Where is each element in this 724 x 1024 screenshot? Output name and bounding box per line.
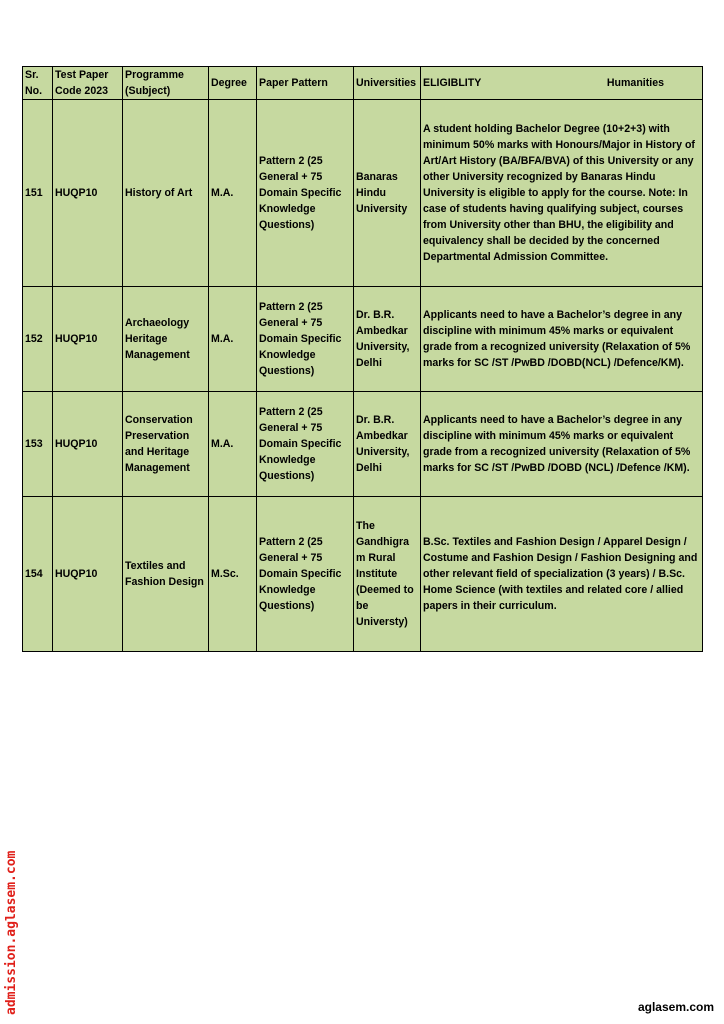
cell-pattern: Pattern 2 (25 General + 75 Domain Specific Knowledge Questions)	[257, 100, 354, 287]
header-eligibility: ELIGIBLITY	[423, 77, 482, 89]
table-header-row	[23, 67, 703, 100]
cell-programme: History of Art	[123, 100, 209, 287]
cell-university: Banaras Hindu University	[354, 100, 421, 287]
header-code: Test Paper Code 2023	[53, 67, 123, 100]
cell-sr: 151	[23, 100, 53, 287]
header-programme: Programme (Subject)	[123, 67, 209, 100]
cell-university: The Gandhigram Rural Institute (Deemed to be Universty)	[354, 497, 421, 652]
watermark: admission.aglasem.com	[4, 850, 19, 1015]
header-sr: Sr. No.	[23, 67, 53, 100]
cell-pattern: Pattern 2 (25 General + 75 Domain Specific Knowledge Questions)	[257, 287, 354, 392]
cell-code: HUQP10	[53, 100, 123, 287]
cell-degree: M.Sc.	[209, 497, 257, 652]
cell-pattern: Pattern 2 (25 General + 75 Domain Specific Knowledge Questions)	[257, 497, 354, 652]
header-eligibility-cell	[421, 67, 703, 100]
cell-degree: M.A.	[209, 287, 257, 392]
cell-sr: 153	[23, 392, 53, 497]
table-row	[23, 100, 703, 287]
cell-sr: 154	[23, 497, 53, 652]
header-degree: Degree	[209, 67, 257, 100]
cell-programme: Textiles and Fashion Design	[123, 497, 209, 652]
table-row	[23, 287, 703, 392]
cell-programme: Conservation Preservation and Heritage Management	[123, 392, 209, 497]
footer-brand: aglasem.com	[637, 1000, 714, 1014]
cell-university: Dr. B.R. Ambedkar University, Delhi	[354, 287, 421, 392]
eligibility-table	[22, 66, 703, 652]
cell-pattern: Pattern 2 (25 General + 75 Domain Specific Knowledge Questions)	[257, 392, 354, 497]
cell-degree: M.A.	[209, 100, 257, 287]
cell-programme: Archaeology Heritage Management	[123, 287, 209, 392]
header-humanities: Humanities	[606, 77, 664, 89]
table-row	[23, 392, 703, 497]
cell-degree: M.A.	[209, 392, 257, 497]
cell-eligibility: B.Sc. Textiles and Fashion Design / Apparel Design / Costume and Fashion Design / Fashion Designing and other relevant field of specialization (3 years) / B.Sc. Home Science (with textiles and related core / allied papers in their curriculum.	[421, 497, 703, 652]
cell-code: HUQP10	[53, 287, 123, 392]
cell-university: Dr. B.R. Ambedkar University, Delhi	[354, 392, 421, 497]
table-row	[23, 497, 703, 652]
header-pattern: Paper Pattern	[257, 67, 354, 100]
cell-code: HUQP10	[53, 497, 123, 652]
cell-eligibility: Applicants need to have a Bachelor’s degree in any discipline with minimum 45% marks or equivalent grade from a recognized university (Relaxation of 5% marks for SC /ST /PwBD /DOBD(NCL) /Defence/KM).	[421, 287, 703, 392]
cell-code: HUQP10	[53, 392, 123, 497]
header-universities: Universities	[354, 67, 421, 100]
cell-eligibility: A student holding Bachelor Degree (10+2+3) with minimum 50% marks with Honours/Major in History of Art/Art History (BA/BFA/BVA) of this University or any other University recognized by Banaras Hindu University is eligible to apply for the course. Note: In case of students having qualifying subject, courses from University other than BHU, the eligibility and equivalency shall be decided by the concerned Departmental Admission Committee.	[421, 100, 703, 287]
cell-sr: 152	[23, 287, 53, 392]
cell-eligibility: Applicants need to have a Bachelor’s degree in any discipline with minimum 45% marks or equivalent grade from a recognized university (Relaxation of 5% marks for SC /ST /PwBD /DOBD (NCL) /Defence /KM).	[421, 392, 703, 497]
